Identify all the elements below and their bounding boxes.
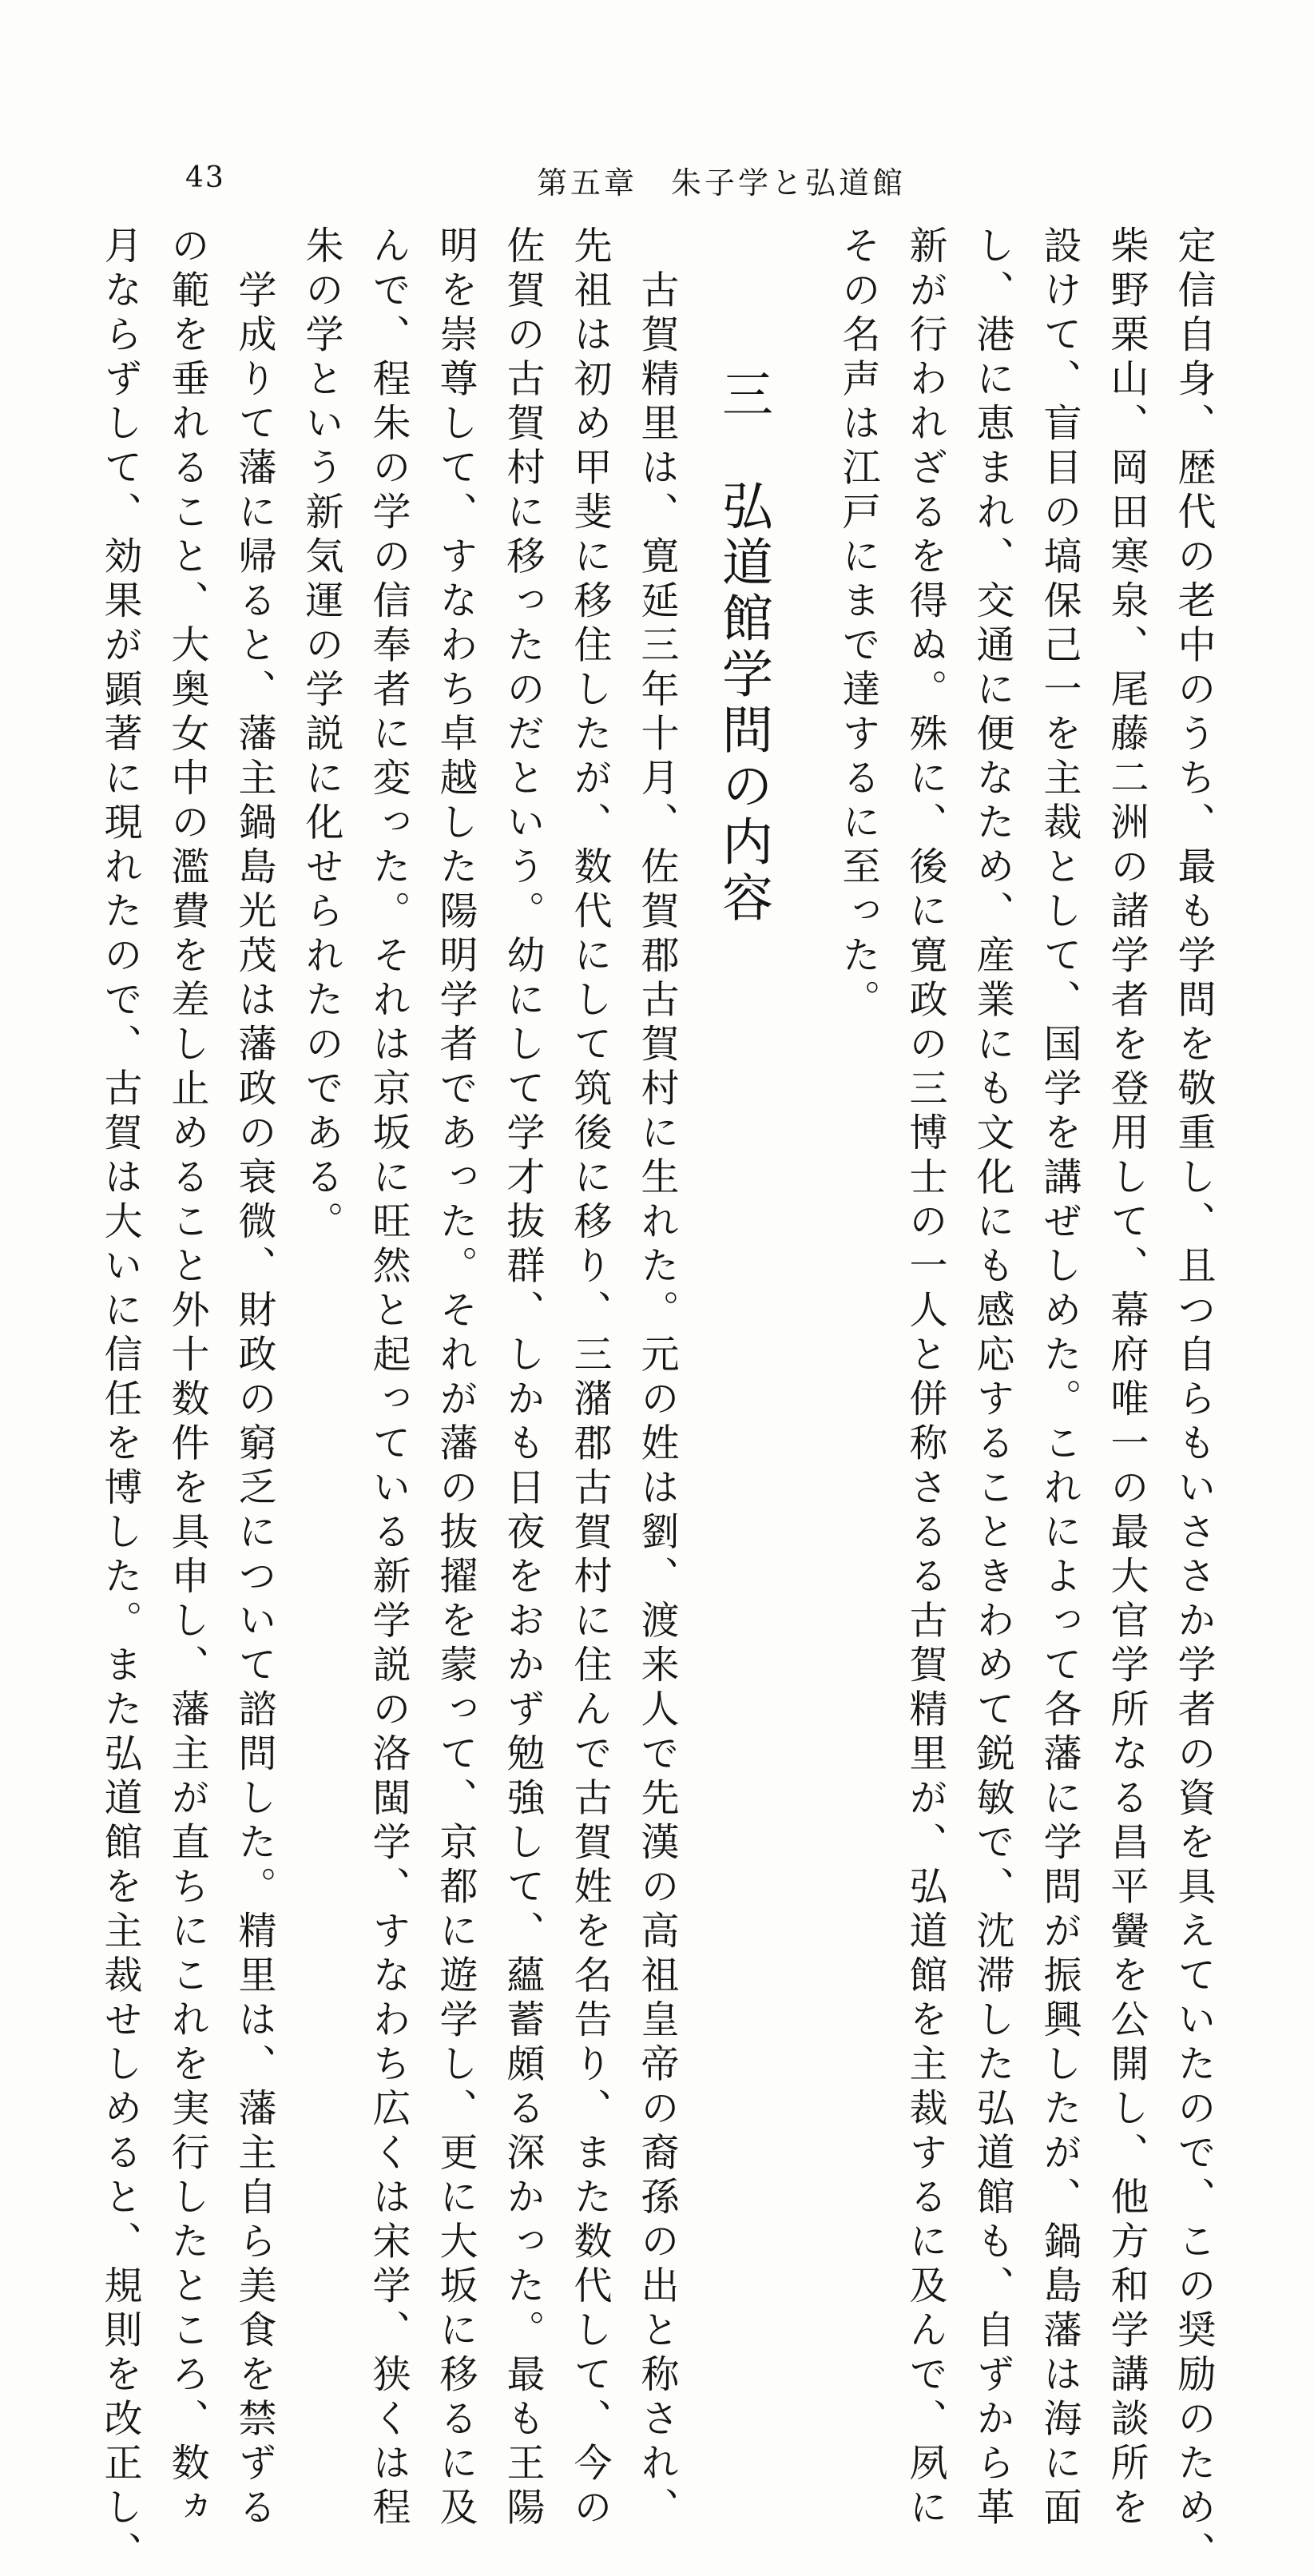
text-line: 学成りて藩に帰ると、藩主鍋島光茂は藩政の衰微、財政の窮乏について諮問した。精里は、藩主自ら美食を禁ずる (232, 225, 276, 2531)
page-number: 43 (185, 161, 225, 194)
text-line: 定信自身、歴代の老中のうち、最も学問を敬重し、且つ自らもいささか学者の資を具えていたので、この奨励のため、 (1171, 225, 1216, 2576)
text-line: 設けて、盲目の塙保己一を主裁として、国学を講ぜしめた。これによって各藩に学問が振興したが、鍋島藩は海に面 (1037, 225, 1082, 2531)
running-head: 第五章 朱子学と弘道館 (537, 165, 907, 201)
section-heading: 三 弘道館学問の内容 (713, 368, 772, 927)
text-line: 明を崇尊して、すなわち卓越した陽明学者であった。それが藩の抜擢を蒙って、京都に遊学し、更に大坂に移るに及 (433, 225, 478, 2531)
text-line: 月ならずして、効果が顕著に現れたので、古賀は大いに信任を博した。また弘道館を主裁せしめると、規則を改正し、 (97, 225, 142, 2576)
text-line: んで、程朱の学の信奉者に変った。それは京坂に旺然と起っている新学説の洛閩学、すなわち広くは宋学、狭くは程 (366, 225, 411, 2531)
text-line: 先祖は初め甲斐に移住したが、数代にして筑後に移り、三潴郡古賀村に住んで古賀姓を名告り、また数代して、今の (567, 225, 612, 2531)
text-line: その名声は江戸にまで達するに至った。 (836, 225, 880, 1024)
text-line: の範を垂れること、大奥女中の濫費を差し止めること外十数件を具申し、藩主が直ちにこれを実行したところ、数ヵ (165, 225, 209, 2531)
text-line: 柴野栗山、岡田寒泉、尾藤二洲の諸学者を登用して、幕府唯一の最大官学所なる昌平黌を公開し、他方和学講談所を (1104, 225, 1149, 2531)
text-line: 朱の学という新気運の学説に化せられたのである。 (299, 225, 343, 1246)
text-line: し、港に恵まれ、交通に便なため、産業にも文化にも感応することきわめて鋭敏で、沈滞した弘道館も、自ずから革 (970, 225, 1014, 2531)
text-line: 佐賀の古賀村に移ったのだという。幼にして学才抜群、しかも日夜をおかず勉強して、蘊蓄頗る深かった。最も王陽 (500, 225, 545, 2531)
text-line: 新が行われざるを得ぬ。殊に、後に寛政の三博士の一人と併称さるる古賀精里が、弘道館を主裁するに及んで、夙に (903, 225, 947, 2531)
text-line: 古賀精里は、寛延三年十月、佐賀郡古賀村に生れた。元の姓は劉、渡来人で先漢の高祖皇帝の裔孫の出と称され、 (634, 225, 679, 2531)
